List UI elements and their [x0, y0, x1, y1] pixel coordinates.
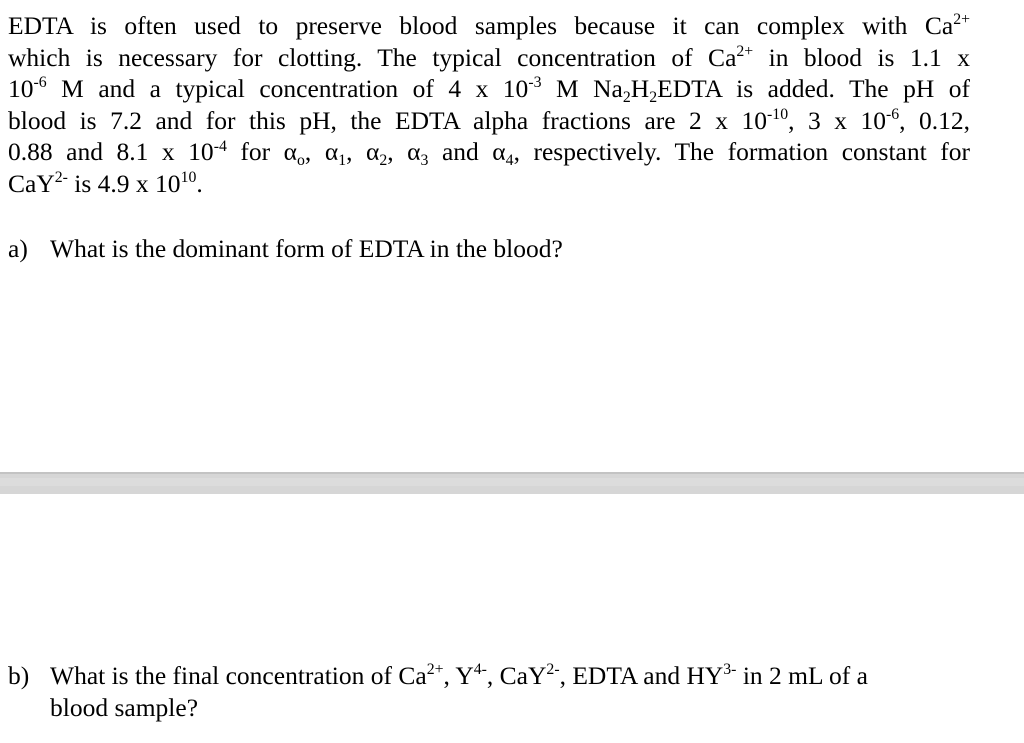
superscript: 2- [546, 661, 560, 679]
subscript: 2 [649, 88, 658, 106]
intro-text: . [196, 168, 203, 198]
intro-text: M Na [541, 74, 623, 104]
subscript: 2 [622, 88, 631, 106]
question-b-text: What is the final concentration of Ca [50, 661, 427, 690]
superscript: 4- [473, 661, 487, 679]
intro-line-4 [8, 105, 970, 137]
subscript: o [297, 151, 305, 169]
superscript: -6 [33, 74, 47, 92]
intro-text: is 4.9 x 10 [67, 168, 181, 198]
question-a-text: What is the dominant form of EDTA in the blood? [50, 234, 563, 263]
intro-text: EDTA is often used to preserve blood samples because it can complex with Ca [8, 11, 954, 40]
superscript: -4 [213, 137, 227, 155]
intro-line-3 [8, 73, 970, 105]
subscript: 1 [338, 151, 347, 169]
question-a-label: a) [8, 234, 28, 263]
question-b-text: , Y [443, 661, 474, 690]
superscript: -10 [767, 105, 789, 123]
superscript: 2+ [953, 11, 970, 29]
intro-text: blood is 7.2 and for this pH, the EDTA alpha fractions are 2 x 10 [8, 105, 768, 135]
intro-text: , α [304, 137, 339, 167]
intro-line-1 [8, 10, 970, 42]
superscript: 3- [723, 661, 737, 679]
intro-text: 0.88 and 8.1 x 10 [8, 137, 214, 167]
superscript: -6 [885, 105, 900, 123]
intro-line-5 [8, 136, 970, 168]
question-b-line-1 [8, 660, 998, 692]
subscript: 2 [379, 151, 388, 169]
section-divider [0, 472, 1024, 494]
question-b-text: , EDTA and HY [559, 661, 724, 690]
intro-text: , 3 x 10 [788, 105, 886, 135]
divider-band [0, 478, 1024, 486]
intro-text: which is necessary for clotting. The typical concentration of Ca [8, 42, 737, 72]
intro-text: and α [428, 137, 506, 167]
intro-text: EDTA is added. The pH of [657, 74, 970, 104]
intro-text: H [630, 74, 650, 104]
intro-text: , α [387, 137, 421, 167]
question-a [8, 233, 998, 265]
question-b-label: b) [8, 661, 30, 690]
question-b [8, 660, 998, 724]
question-b-text: in 2 mL of a [736, 661, 868, 690]
question-b-line-2: blood sample? [50, 693, 199, 722]
intro-text: in blood is 1.1 x [753, 42, 970, 72]
superscript: 2+ [736, 42, 754, 60]
intro-text: 10 [8, 74, 34, 104]
superscript: -3 [528, 74, 542, 92]
intro-text: CaY [8, 168, 55, 198]
intro-text: , respectively. The formation constant for [513, 137, 970, 167]
subscript: 3 [420, 151, 429, 169]
question-b-text: , CaY [486, 661, 547, 690]
intro-text: M and a typical concentration of 4 x 10 [46, 74, 529, 104]
superscript: 10 [180, 169, 197, 187]
subscript: 4 [505, 151, 514, 169]
intro-text: , 0.12, [899, 105, 971, 135]
superscript: 2- [54, 169, 68, 187]
problem-intro-paragraph [8, 10, 970, 200]
intro-line-6 [8, 168, 970, 200]
intro-text: , α [346, 137, 380, 167]
superscript: 2+ [426, 661, 444, 679]
intro-line-2 [8, 42, 970, 74]
intro-text: for α [226, 137, 298, 167]
